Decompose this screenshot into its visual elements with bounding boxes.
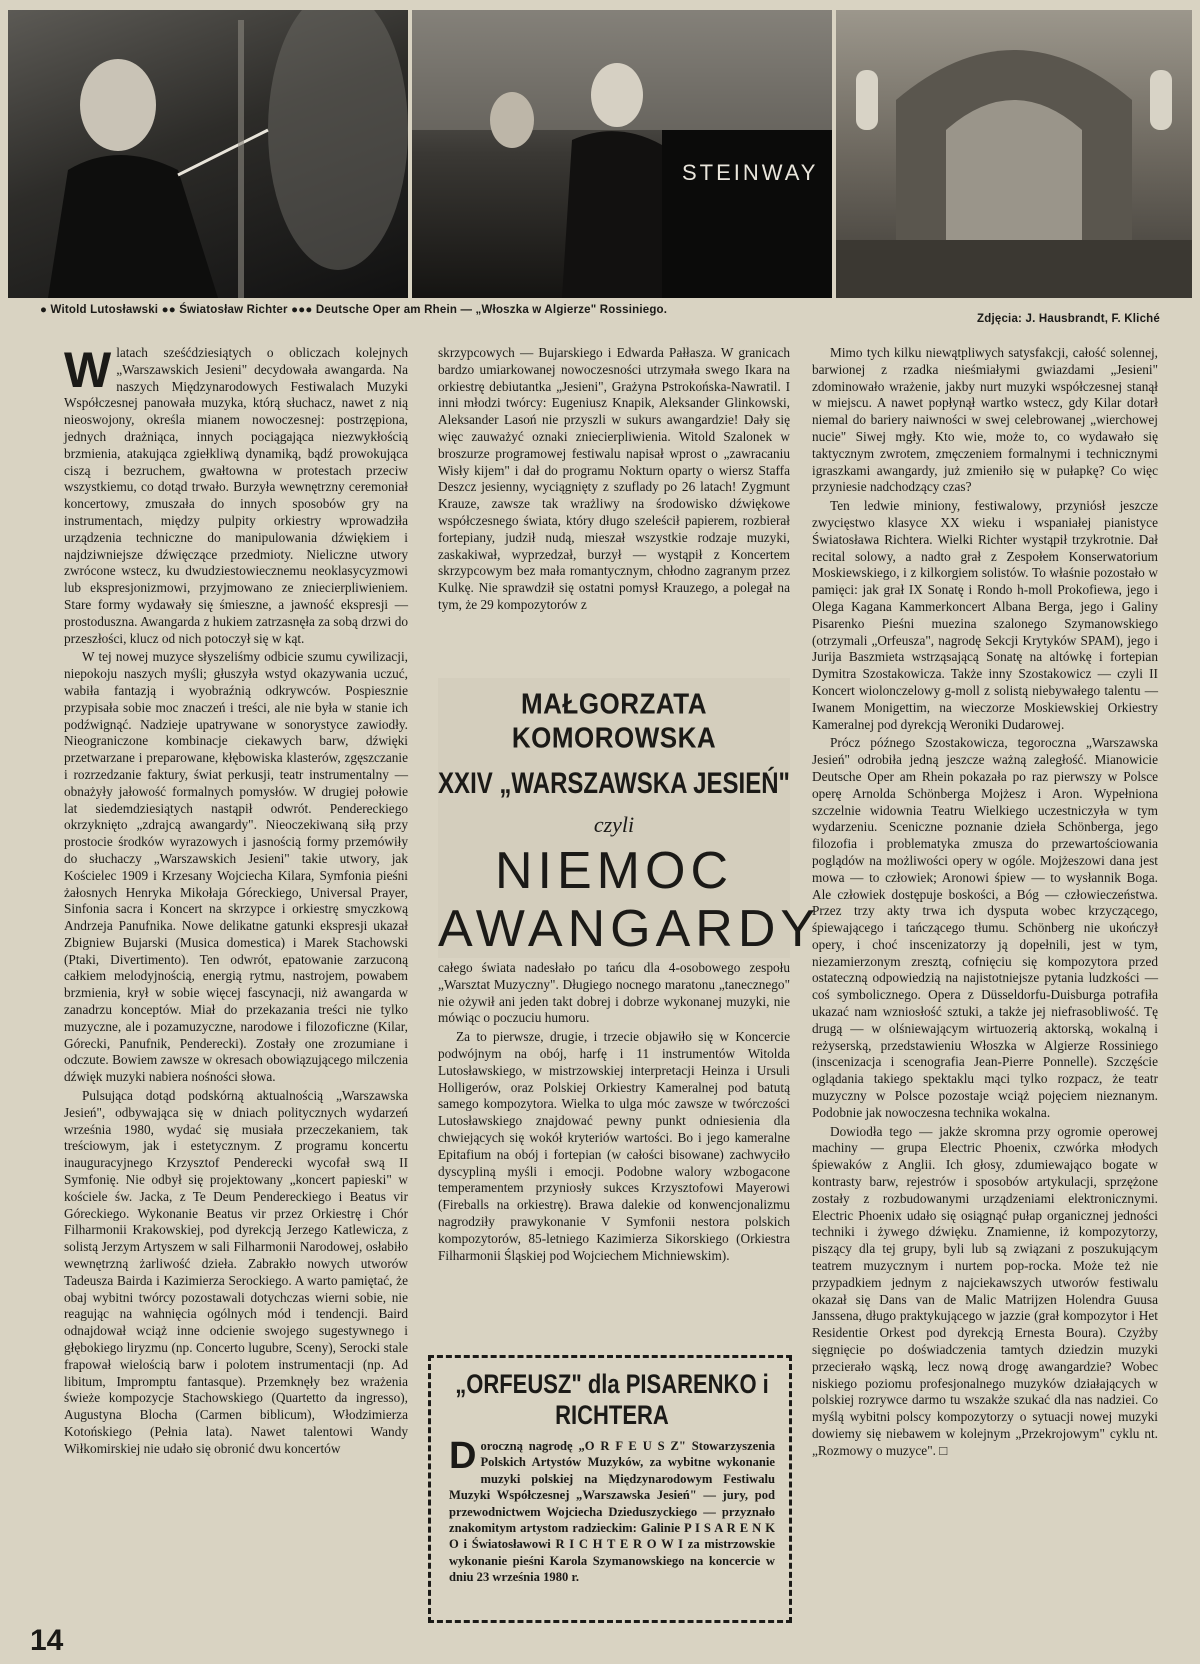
photo-credit: Zdjęcia: J. Hausbrandt, F. Kliché xyxy=(977,313,1160,325)
opera-stage-illustration xyxy=(836,10,1192,298)
article-czyli: czyli xyxy=(593,812,635,837)
title-line-2: AWANGARDY xyxy=(438,900,821,958)
steinway-label: STEINWAY xyxy=(682,160,819,185)
conductor-illustration xyxy=(8,10,408,298)
award-box xyxy=(428,1355,792,1623)
paragraph: Pulsująca dotąd podskórną aktualnością „Warszawska Jesień", odbywająca się w dniach politycznych wydarzeń września 1980, wydać się musiała przeczekaniem, tak treściowym, jak i estetycznym. Z programu koncertu inauguracyjnego Krzysztof Penderecki wycofał swą II Symfonię. Nie odbył się projektowany „koncert papieski" w kościele św. Jacka, z Te Deum Pendereckiego i Beatus vir Góreckiego. Wykonanie Beatus vir przez Orkiestrę i Chór Filharmonii Krakowskiej, pod dyrekcją Jerzego Katlewicza, z solistą Jerzym Artyszem w sali Filharmonii Narodowej, osłabiło wewnętrzną żarliwość dzieła. Zabrakło nowych utworów Tadeusza Bairda i Kazimierza Serockiego. A warto pamiętać, że obaj wybitni twórcy pozostawali dotychczas wierni sobie, nie reagując na wahnięcia ogólnych mód i tendencji. Baird odnajdował wciąż inne odcienie swojego sugestywnego i głębokiego liryzmu (np. Concerto lugubre, Sceny), Serocki stale frapował wielością barw i polotem instrumentacji (np. Ad libitum, Impromptu fantasque). Przemknęły bez wrażenia świeże kompozycje Stachowskiego (Quartetto da ingresso), Augustyna Blocha (Carmen biblicum), Włodzimierza Kotońskiego (Pełnia lata). Nawet talentowi Wandy Wiłkomirskiej nie udało się obronić dwu koncertów xyxy=(64,1088,408,1456)
paragraph: całego świata nadesłało po tańcu dla 4-osobowego zespołu „Warsztat Muzyczny". Długiego nocnego maratonu „tanecznego" nie ożywił ani jeden takt dobrej i dobrze wykonanej muzyki, nie mówiąc o poczuciu humoru. xyxy=(438,960,790,1026)
award-text xyxy=(449,1435,775,1586)
award-title: „ORFEUSZ" dla PISARENKO i RICHTERA xyxy=(455,1368,769,1430)
article-author: MAŁGORZATA KOMOROWSKA xyxy=(511,686,717,754)
opera-photo xyxy=(836,10,1192,298)
article-main-title xyxy=(438,842,821,958)
paragraph xyxy=(64,342,408,647)
paragraph: Prócz późnego Szostakowicza, tegoroczna „Warszawska Jesień" odrobiła jedną jeszcze ważną zaległość. Mianowicie Deutsche Oper am Rhein pokazała po raz pierwszy w Polsce operę Arnolda Schönberga Mojżesz i Aron. Wypełniona szczelnie widownia Teatru Wielkiego uczestniczyła w tym wydarzeniu. Sceniczne poznanie dzieła Schönberga, jego filozofia i problematyka zmusza do przewartościowania poglądów na możliwości opery w ogóle. Mojżeszowi dana jest mowa — to człowiek; Aronowi śpiew — to wysłannik Boga. Ale człowiek dostępuje boskości, a Bóg — człowieczeństwa. Przez trzy akty trwa ich dysputa wobec krzyczącego, śpiewającego i tańczącego tłumu. Schönberg nie ukończył opery, i choć inscenizatorzy ją dopełnili, jest w tym, niezamierzonym zresztą, cofnięciu się kompozytora przed ostateczną odpowiedzią na najistotniejsze pytania ludzkości — coś symbolicznego. Opera z Düsseldorfu-Duisburga potrafiła ukazać nam wzniosłość sztuki, a także jej niefrasobliwość. Tę drugą — w olśniewającym wirtuozerią aktorską, wokalną i reżyserską, przedstawieniu Włoszka w Algierze Rossiniego (inscenizacja i scenografia Jean-Pierre Ponnelle). Szczęście oglądania takiego spektaklu mąci tylko rozpacz, że teatr muzyczny w Polsce pozostaje wciąż pojęciem nieznanym. Podobnie jak nowoczesna technika wokalna. xyxy=(812,735,1158,1120)
richter-photo xyxy=(412,10,832,298)
column-1 xyxy=(64,342,408,1460)
paragraph: Mimo tych kilku niewątpliwych satysfakcji, całość solennej, barwionej z rzadka nieśmiałymi gwiazdami „Jesieni" zdominowało wrażenie, jakby nurt muzyki współczesnej stanął w miejscu. A nawet popłynął wartko wstecz, gdy Kilar dotarł niemal do bariery naiwności w swej celebrowanej „wierchowej nucie" Siwej mgły. Kto wie, może to, co wydawało się taktycznym zwrotem, zmęczeniem formalnymi i technicznymi igraszkami awangardy, już zmieniło się w pułapkę? Co więc przyniesie nadchodzący czas? xyxy=(812,345,1158,495)
page-number: 14 xyxy=(30,1624,64,1657)
article-event: XXIV „WARSZAWSKA JESIEŃ" xyxy=(438,766,790,801)
paragraph: Dowiodła tego — jakże skromna przy ogromie operowej machiny — grupa Electric Phoenix, czwórka młodych śpiewaków z Anglii. Ich głosy, zdumiewająco bogate w kontrasty barw, rejestrów i sposobów artykulacji, sprzężone zostały z rozbudowanymi urządzeniami elektronicznymi. Electric Phoenix udało się osiągnąć pułap organicznej jedności techniki i żywego dźwięku. Znamienne, iż kompozytorzy, piszący dla tej grupy, byli lub są związani z poszukującym teatrem muzycznym i nurtem pop-rocka. Może też nie przypadkiem jednym z najciekawszych utworów festiwalu okazał się Dans van de Malic Matrijzen Holendra Guusa Janssena, długo praktykującego w jazzie (grał kompozytor i Het Residentie Orkest pod dyrekcją Ernesta Boura). Czyżby sięgnięcie po doświadczenia tamtych dziedzin muzyki przecierało wąską, lecz nową drogę awangardzie? Wobec niskiego poziomu profesjonalnego muzyków działających w polskiej rozrywce darmo tu wszakże szukać dla nas nadziei. Co myślą wybitni polscy kompozytorzy o sytuacji nowej muzyki dowiemy się niebawem w kolejnym „Przekrojowym" cyklu nt. „Rozmowy o muzyce". □ xyxy=(812,1123,1158,1458)
photo-strip xyxy=(8,10,1192,298)
photo-caption: ● Witold Lutosławski ●● Światosław Richter ●●● Deutsche Oper am Rhein — „Włoszka w Algierze" Rossiniego. xyxy=(40,304,668,316)
paragraph: skrzypcowych — Bujarskiego i Edwarda Pałłasza. W granicach bardzo umiarkowanej nowoczesności utrzymała swego Ikara na orkiestrę debiutantka „Jesieni", Grażyna Pstrokońska-Nawratil. I inni młodzi twórcy: Eugeniusz Knapik, Aleksander Glinkowski, Aleksander Lasoń nie przyszli w sukurs awangardzie! Dały się więc zauważyć oznaki zniecierpliwienia. Witold Szalonek w broszurze programowej festiwalu napisał wprost o „zawracaniu Wisły kijem" i dał do programu Nokturn oparty o wiersz Staffa Deszcz jesienny, wyciągnięty z szuflady po 26 latach! Zygmunt Krauze, zawsze tak wrażliwy na środowisko dźwiękowe współczesnego świata, który długo szeleścił papierem, rozbierał fortepiany, judził nudą, mieszał wszystkie rodzaje muzyki, zaskakiwał, wyprzedzał, burzył — wystąpił z Koncertem skrzypcowym bez mała romantycznym, chłodno zagranym przez Kulkę. Nie sprawdził się ostatni pomysł Krauzego, a polegał na tym, że 29 kompozytorów z xyxy=(438,345,790,612)
paragraph-text: latach sześćdziesiątych o obliczach kolejnych „Warszawskich Jesieni" decydowała awangarda. Na naszych Międzynarodowych Festiwalach Muzyki Współczesnej panowała muzyka, którą słuchacz, nawet z nią nieoswojony, określa mianem nowoczesnej: postrzępiona, jednych drażniąca, innych pociągająca niezwykłością brzmienia, atakująca zgiełkliwą dynamiką, bądź prowokująca ciszą i bezruchem, gwałtowna w protestach przeciw wszystkiemu, co dotąd trwało. Burzyła wewnętrzny ceremoniał koncertowy, zmuszała do innych sposobów gry na instrumentach, między pulpity orkiestry wprowadziła urządzenia techniczne do manipulowania dźwiękiem i najdziwniejsze dźwięczące przedmioty. Nieliczne utwory zwrócone wstecz, ku dwudziestowiecznemu neoklasycyzmowi lub ekspresjonizmowi, przyjmowano ze zniecierpliwieniem. Stare formy wydawały się śmieszne, a jawność ekspresji — prostoduszna. Awangarda z hukiem zatrzasnęła za sobą drzwi do przeszłości, klucz od nich potoczył się w kąt. xyxy=(64,345,408,646)
drop-cap: W xyxy=(64,342,112,398)
column-2 xyxy=(438,345,790,616)
column-2-lower xyxy=(438,960,790,1266)
paragraph: Za to pierwsze, drugie, i trzecie objawiło się w Koncercie podwójnym na obój, harfę i 11 instrumentów Witolda Lutosławskiego, w mistrzowskiej interpretacji Heinza i Ursuli Holligerów, oraz Polskiej Orkiestry Kameralnej pod batutą samego kompozytora. Wielka to ulga móc zawsze w twórczości Lutosławskiego znajdować pewny punkt odniesienia dla chwiejących się wokół kryteriów wartości. Bo i jego kameralne Epitafium na obój i fortepian (w całości bisowane) zachwyciło dyscypliną myśli i emocji. Podobne walory wzbogacone temperamentem przyniosły sukces Krzysztofowi Mayerowi (Fireballs na orkiestrę). Brawa dalekie od konwencjonalizmu nagrodziły prawykonanie V Symfonii nestora polskich kompozytorów, 85-letniego Kazimierza Sikorskiego (Orkiestra Filharmonii Śląskiej pod Wojciechem Michniewskim). xyxy=(438,1029,790,1263)
lutoslawski-photo xyxy=(8,10,408,298)
article-title-box xyxy=(438,678,821,958)
award-drop-cap: D xyxy=(449,1435,477,1477)
pianist-illustration xyxy=(412,10,832,298)
paragraph: Ten ledwie miniony, festiwalowy, przyniósł jeszcze zwycięstwo klasyce XX wieku i wspaniałej pianistyce Światosława Richtera. Wielki Richter wystąpił trzykrotnie. Dał recital solowy, a nadto grał z Zespołem Konserwatorium Moskiewskiego, i z kilkorgiem solistów. To właśnie pozostało w pamięci: jak grał IX Sonatę i Rondo h-moll Prokofiewa, jego i Olega Kagana Kammerkoncert Albana Berga, jego i Galiny Pisarenko Pieśni muezina szalonego Szymanowskiego (otrzymali „Orfeusza", nagrodę Sekcji Krytyków SPAM), jego i Jurija Baszmieta wstrząsającą Sonatę na altówkę i fortepian Dymitra Szostakowicza. Także inny Szostakowicz — czyli II Koncert wiolonczelowy g-moll z solistą niebywałego talentu — Iwanem Monigettim, na wieczorze Moskiewskiej Orkiestry Kameralnej pod dyrekcją Weroniki Dudarowej. xyxy=(812,498,1158,732)
paragraph: W tej nowej muzyce słyszeliśmy odbicie szumu cywilizacji, niepokoju naszych myśli; głuszyła wstyd okazywania uczuć, wabiła fantazją i wyobraźnią odkrywców. Pospiesznie przypisała sobie moc znaczeń i treści, ale nie była w stanie ich podźwignąć. Nadzieje upatrywane w sonorystyce zawiodły. Nieograniczone kombinacje ciekawych barw, dźwięki przetwarzane i preparowane, kłębowiska klasterów, zgęszczanie i rozrzedzanie faktury, świat perkusji, teatr instrumentalny — obnażyły jałowość formalnych pomysłów. W drugiej połowie lat siedemdziesiątych nastąpił odwrót. Pendereckiego okrzyknięto „zdrajcą awangardy". Nieoczekiwaną siłą przy prostocie środków wyrazowych i jasnością formy przemówiły do słuchaczy „Warszawskich Jesieni" takie utwory, jak Kościelec 1909 i Krzesany Wojciecha Kilara, Symfonia pieśni żałosnych Henryka Mikołaja Góreckiego, Universal Prayer, Sinfonia sacra i Koncert na skrzypce i orkiestrę smyczkową Andrzeja Panufnika. Nowe delikatne gatunki ekspresji ukazał Zbigniew Bujarski (Musica domestica) i Marek Stachowski (Ptaki, Divertimento). Ten odwrót, epatowanie zarzuconą całkiem melodyjnością, energią rytmu, nastrojem, powabem brzmienia, krył w sobie więcej fascynacji, niż awangarda w zanadrzu konceptów. Miał do przekazania treści nie tylko muzyczne, ale i pozamuzyczne, narodowe i filozoficzne (Kilar, Górecki, Panufnik, Penderecki). Zostały one zrozumiane i odczute. Bowiem zawsze w okresach obowiązującego milczenia dźwięk muzyki nabiera nośności słowa. xyxy=(64,649,408,1085)
title-line-1: NIEMOC xyxy=(495,842,733,900)
award-body: oroczną nagrodę „O R F E U S Z" Stowarzyszenia Polskich Artystów Muzyków, za wybitne wykonanie muzyki polskiej na Międzynarodowym Festiwalu Muzyki Współczesnej „Warszawska Jesień" — jury, pod przewodnictwem Wojciecha Dzieduszyckiego — przyznało znakomitym artystom radzieckim: Galinie P I S A R E N K O i Światosławowi R I C H T E R O W I za mistrzowskie wykonanie pieśni Karola Szymanowskiego na koncercie w dniu 23 września 1980 r. xyxy=(449,1439,775,1585)
column-3 xyxy=(812,345,1158,1462)
